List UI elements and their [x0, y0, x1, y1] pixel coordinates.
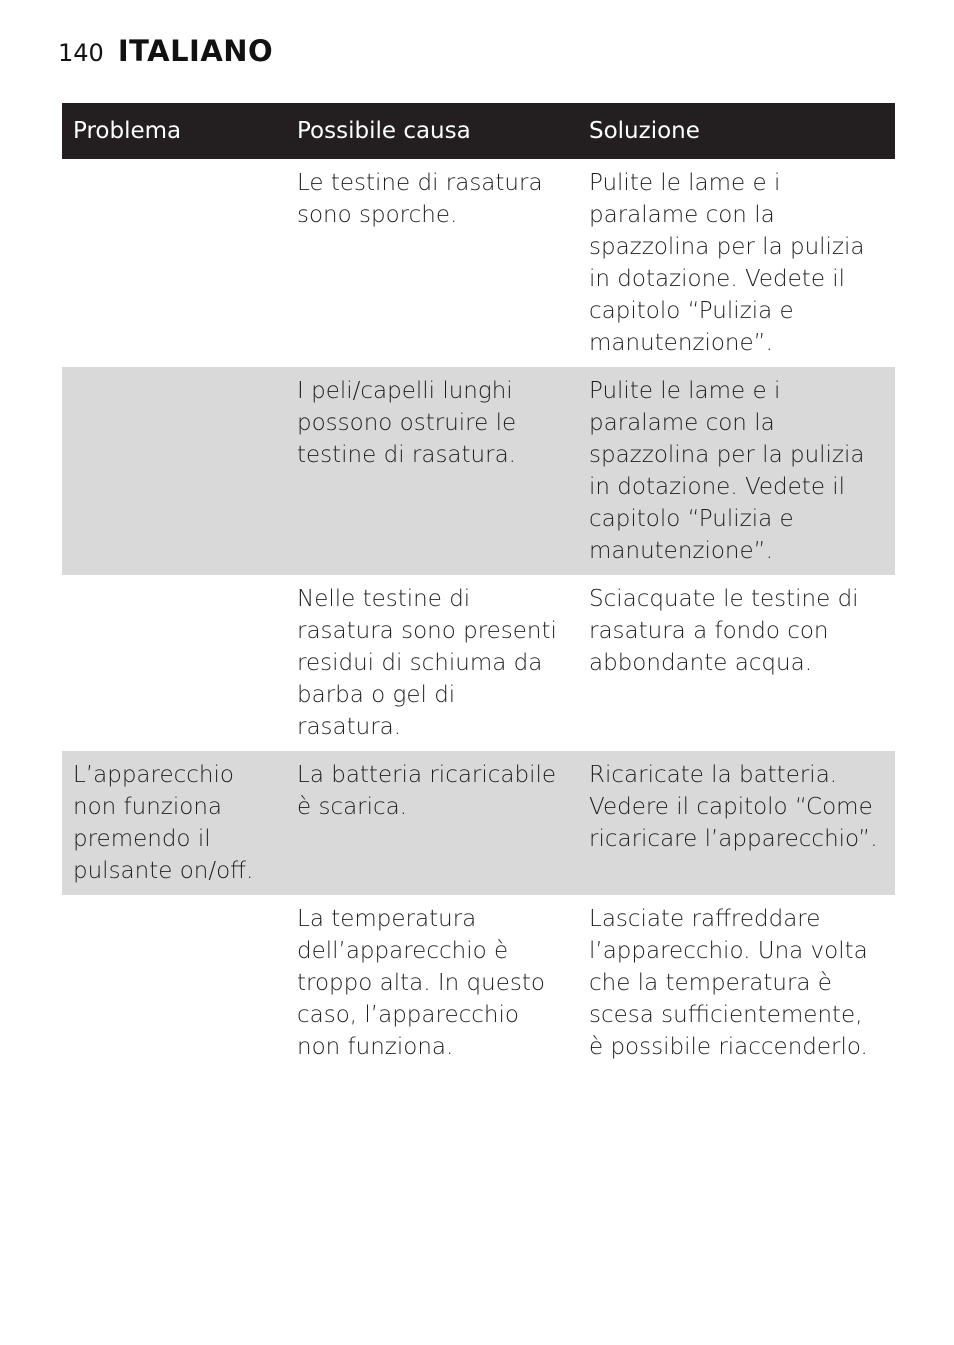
cause-cell: Le testine di rasatura sono sporche.: [297, 170, 543, 228]
table-header-row: [62, 103, 895, 159]
cause-cell: La batteria ricaricabile è scarica.: [286, 751, 578, 895]
problem-cell: L’apparecchio non funziona premendo il pulsante on/off.: [62, 751, 286, 895]
problem-cell: [62, 575, 286, 751]
problem-cell: [62, 367, 286, 575]
table-row: [62, 895, 895, 1071]
page-header: [58, 34, 273, 68]
column-header-solution: Soluzione: [578, 103, 895, 159]
table-row: [62, 159, 895, 367]
troubleshooting-table: [62, 103, 895, 1071]
section-title: ITALIANO: [117, 34, 274, 68]
solution-cell: Sciacquate le testine di rasatura a fondo con abbondante acqua.: [589, 586, 859, 676]
page-number: 140: [58, 39, 104, 67]
solution-cell: Ricaricate la batteria. Vedere il capitolo “Come ricaricare l’apparecchio”.: [578, 751, 895, 895]
problem-cell: [62, 159, 286, 367]
problem-cell: [62, 895, 286, 1071]
solution-cell: Pulite le lame e i paralame con la spazzolina per la pulizia in dotazione. Vedete il capitolo “Pulizia e manutenzione”.: [578, 367, 895, 575]
table-row: [62, 367, 895, 575]
column-header-problem: Problema: [62, 103, 286, 159]
table-row: [62, 751, 895, 895]
cause-cell: La temperatura dell’apparecchio è troppo alta. In questo caso, l’apparecchio non funziona.: [297, 906, 545, 1060]
column-header-cause: Possibile causa: [286, 103, 578, 159]
solution-cell: Lasciate raffreddare l’apparecchio. Una volta che la temperatura è scesa sufficientemente, è possibile riaccenderlo.: [589, 906, 868, 1060]
solution-cell: Pulite le lame e i paralame con la spazzolina per la pulizia in dotazione. Vedete il capitolo “Pulizia e manutenzione”.: [589, 170, 865, 356]
cause-cell: I peli/capelli lunghi possono ostruire le testine di rasatura.: [286, 367, 578, 575]
cause-cell: Nelle testine di rasatura sono presenti residui di schiuma da barba o gel di rasatura.: [297, 586, 557, 740]
table-row: [62, 575, 895, 751]
